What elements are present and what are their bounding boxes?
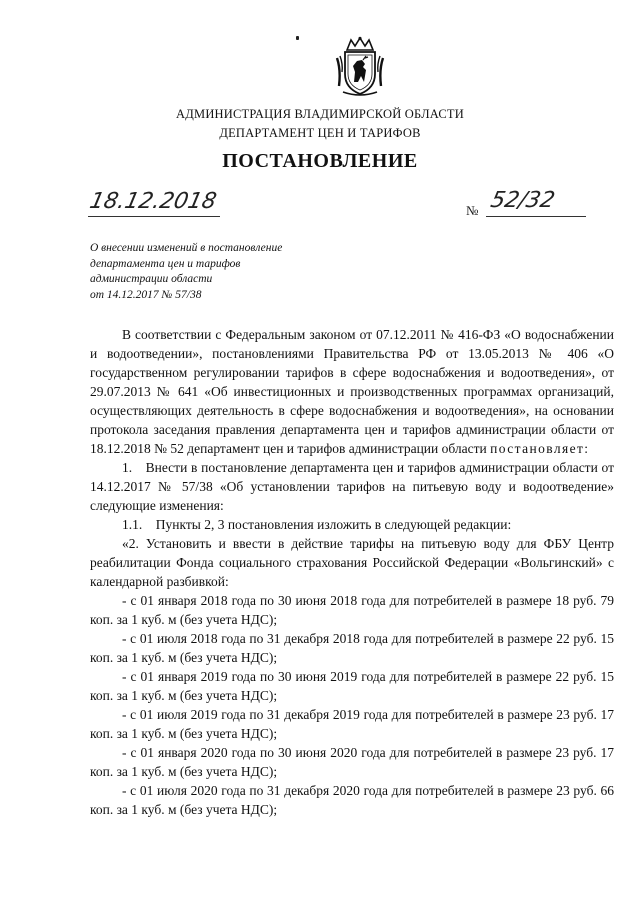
tariff-item: - с 01 января 2019 года по 30 июня 2019 года для потребителей в размере 22 руб. 15 коп. за 1 куб. м (без учета НДС); [90,669,614,703]
preamble-text: В соответствии с Федеральным законом от 07.12.2011 № 416-ФЗ «О водоснабжении и водоотведении», постановлениями Правительства РФ от 13.05.2013 № 406 «О государственном регулировании тарифов в сфере водоснабжения и водоотведения», от 29.07.2013 № 641 «Об инвестиционных и производственных программах организаций, осуществляющих деятельность в сфере водоснабжения и водоотведения», на основании протокола заседания правления департамента цен и тарифов администрации области от 18.12.2018 № 52 департамент цен и тарифов администрации области [90,327,614,456]
date-underline [88,216,220,217]
tariff-item: - с 01 января 2018 года по 30 июня 2018 года для потребителей в размере 18 руб. 79 коп. за 1 куб. м (без учета НДС); [90,593,614,627]
department-name: ДЕПАРТАМЕНТ ЦЕН И ТАРИФОВ [219,126,421,140]
document-body [90,325,614,819]
subject-line: администрации области [90,273,213,285]
tariff-item: - с 01 января 2020 года по 30 июня 2020 года для потребителей в размере 23 руб. 17 коп. за 1 куб. м (без учета НДС); [90,745,614,779]
subject-line: от 14.12.2017 № 57/38 [90,288,202,301]
document-number: 52/32 [488,188,558,213]
number-underline [486,216,586,217]
tariff-item: - с 01 июля 2020 года по 31 декабря 2020 года для потребителей в размере 23 руб. 66 коп. за 1 куб. м (без учета НДС); [90,783,614,817]
tariff-item: - с 01 июля 2019 года по 31 декабря 2019 года для потребителей в размере 23 руб. 17 коп. за 1 куб. м (без учета НДС); [90,707,614,741]
organization-name: АДМИНИСТРАЦИЯ ВЛАДИМИРСКОЙ ОБЛАСТИ [176,107,464,121]
subject-line: О внесении изменений в постановление [90,242,283,254]
tariff-list [90,591,614,819]
scan-mark [296,36,299,40]
coat-of-arms-icon [333,36,387,98]
decree-word: постановляет: [490,441,590,456]
quoted-point-2: «2. Установить и ввести в действие тарифы на питьевую воду для ФБУ Центр реабилитации Фонда социального страхования Российской Федерации «Вольгинский» с календарной разбивкой: [90,536,614,589]
point-1-1: 1.1. Пункты 2, 3 постановления изложить в следующей редакции: [122,517,512,532]
document-date: 18.12.2018 [87,189,219,214]
subject-line: департамента цен и тарифов [90,257,241,270]
point-1: 1. Внести в постановление департамента цен и тарифов администрации области от 14.12.2017 № 57/38 «Об установлении тарифов на питьевую воду и водоотведение» следующие изменения: [90,460,614,513]
document-title: ПОСТАНОВЛЕНИЕ [222,150,418,172]
tariff-item: - с 01 июля 2018 года по 31 декабря 2018 года для потребителей в размере 22 руб. 15 коп. за 1 куб. м (без учета НДС); [90,631,614,665]
number-label: № [466,203,479,218]
document-subject [90,241,350,303]
preamble-paragraph [90,325,614,458]
